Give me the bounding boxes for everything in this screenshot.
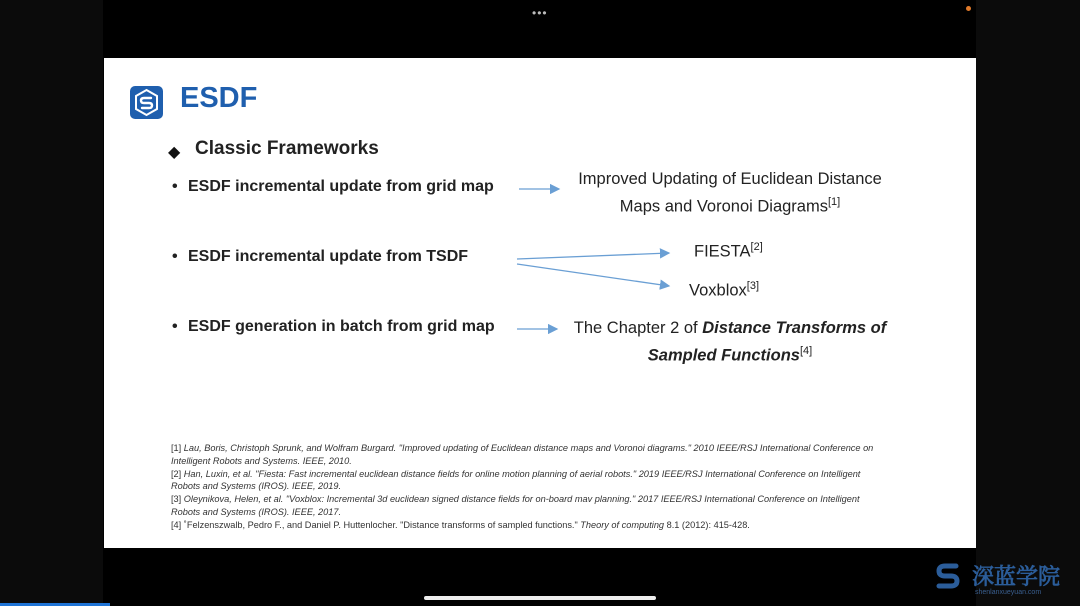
section-heading: Classic Frameworks xyxy=(195,138,379,159)
target-line: Improved Updating of Euclidean Distance xyxy=(578,170,882,188)
reference-number: [4] xyxy=(171,519,184,530)
reference-number: [3] xyxy=(171,494,184,505)
arrow-2 xyxy=(517,253,669,259)
bullet-text: ESDF generation in batch from grid map xyxy=(188,318,495,335)
diamond-bullet-icon: ◆ xyxy=(168,144,181,161)
target-distance-transforms xyxy=(565,317,895,368)
citation-marker: [2] xyxy=(750,241,763,253)
target-line xyxy=(565,317,895,340)
watermark-brand-name: 深蓝学院 xyxy=(972,564,1061,589)
citation-marker: [4] xyxy=(799,345,813,357)
home-indicator[interactable] xyxy=(424,596,656,600)
target-title-italic: Distance Transforms of xyxy=(702,319,887,337)
slide-title: ESDF xyxy=(180,82,258,114)
target-title-italic: Sampled Functions xyxy=(647,346,800,365)
arrow-3 xyxy=(517,264,669,286)
recording-indicator xyxy=(966,6,971,11)
target-line xyxy=(565,191,895,219)
target-fiesta xyxy=(694,236,763,264)
reference-3 xyxy=(171,493,891,519)
reference-text-tail: 8.1 (2012): 415-428. xyxy=(664,519,750,530)
more-options-icon[interactable]: ••• xyxy=(532,6,548,20)
presentation-slide xyxy=(104,58,976,548)
bullet-text: ESDF incremental update from grid map xyxy=(188,178,494,195)
watermark-brand-url: shenlanxueyuan.com xyxy=(975,589,1042,596)
reference-text: Oleynikova, Helen, et al. "Voxblox: Incremental 3d euclidean signed distance fields for on-board mav planning." 2017 IEEE/RSJ International Conference on Intelligent Robots and Systems (IROS). IEEE, 2017. xyxy=(171,494,860,517)
reference-text: Lau, Boris, Christoph Sprunk, and Wolfram Burgard. "Improved updating of Euclidean distance maps and Voronoi diagrams." 2010 IEEE/RSJ International Conference on Intelligent Robots and Systems. IEEE, 2010. xyxy=(171,443,874,466)
left-letterbox xyxy=(0,0,103,606)
reference-2 xyxy=(171,468,891,494)
target-text: Maps and Voronoi Diagrams xyxy=(619,197,828,216)
target-voxblox xyxy=(689,275,759,303)
reference-text: ˚Felzenszwalb, Pedro F., and Daniel P. Huttenlocher. "Distance transforms of sampled functions." xyxy=(183,519,581,530)
target-text: FIESTA xyxy=(694,242,751,261)
reference-number: [2] xyxy=(171,468,184,479)
target-line xyxy=(565,340,895,368)
reference-1 xyxy=(171,442,891,468)
watermark-logo-icon xyxy=(928,556,968,601)
bullet-dot-icon: • xyxy=(172,178,178,195)
citation-marker: [1] xyxy=(827,196,841,208)
bullet-text: ESDF incremental update from TSDF xyxy=(188,248,469,265)
citation-marker: [3] xyxy=(746,280,760,292)
right-letterbox xyxy=(976,0,1080,606)
reference-text: Han, Luxin, et al. "Fiesta: Fast incremental euclidean distance fields for online motion planning of aerial robots." 2019 IEEE/RSJ International Conference on Intelligent Robots and Systems (IROS). IEEE, 2019. xyxy=(171,468,861,492)
reference-number: [1] xyxy=(171,443,184,453)
target-text: The Chapter 2 of xyxy=(573,319,703,337)
target-text: Voxblox xyxy=(689,281,747,300)
target-lau-paper xyxy=(565,168,895,219)
reference-4 xyxy=(171,519,891,532)
references-list xyxy=(171,442,891,532)
reference-journal: Theory of computing xyxy=(580,519,665,530)
bullet-dot-icon: • xyxy=(172,318,178,335)
bullet-dot-icon: • xyxy=(172,248,178,265)
